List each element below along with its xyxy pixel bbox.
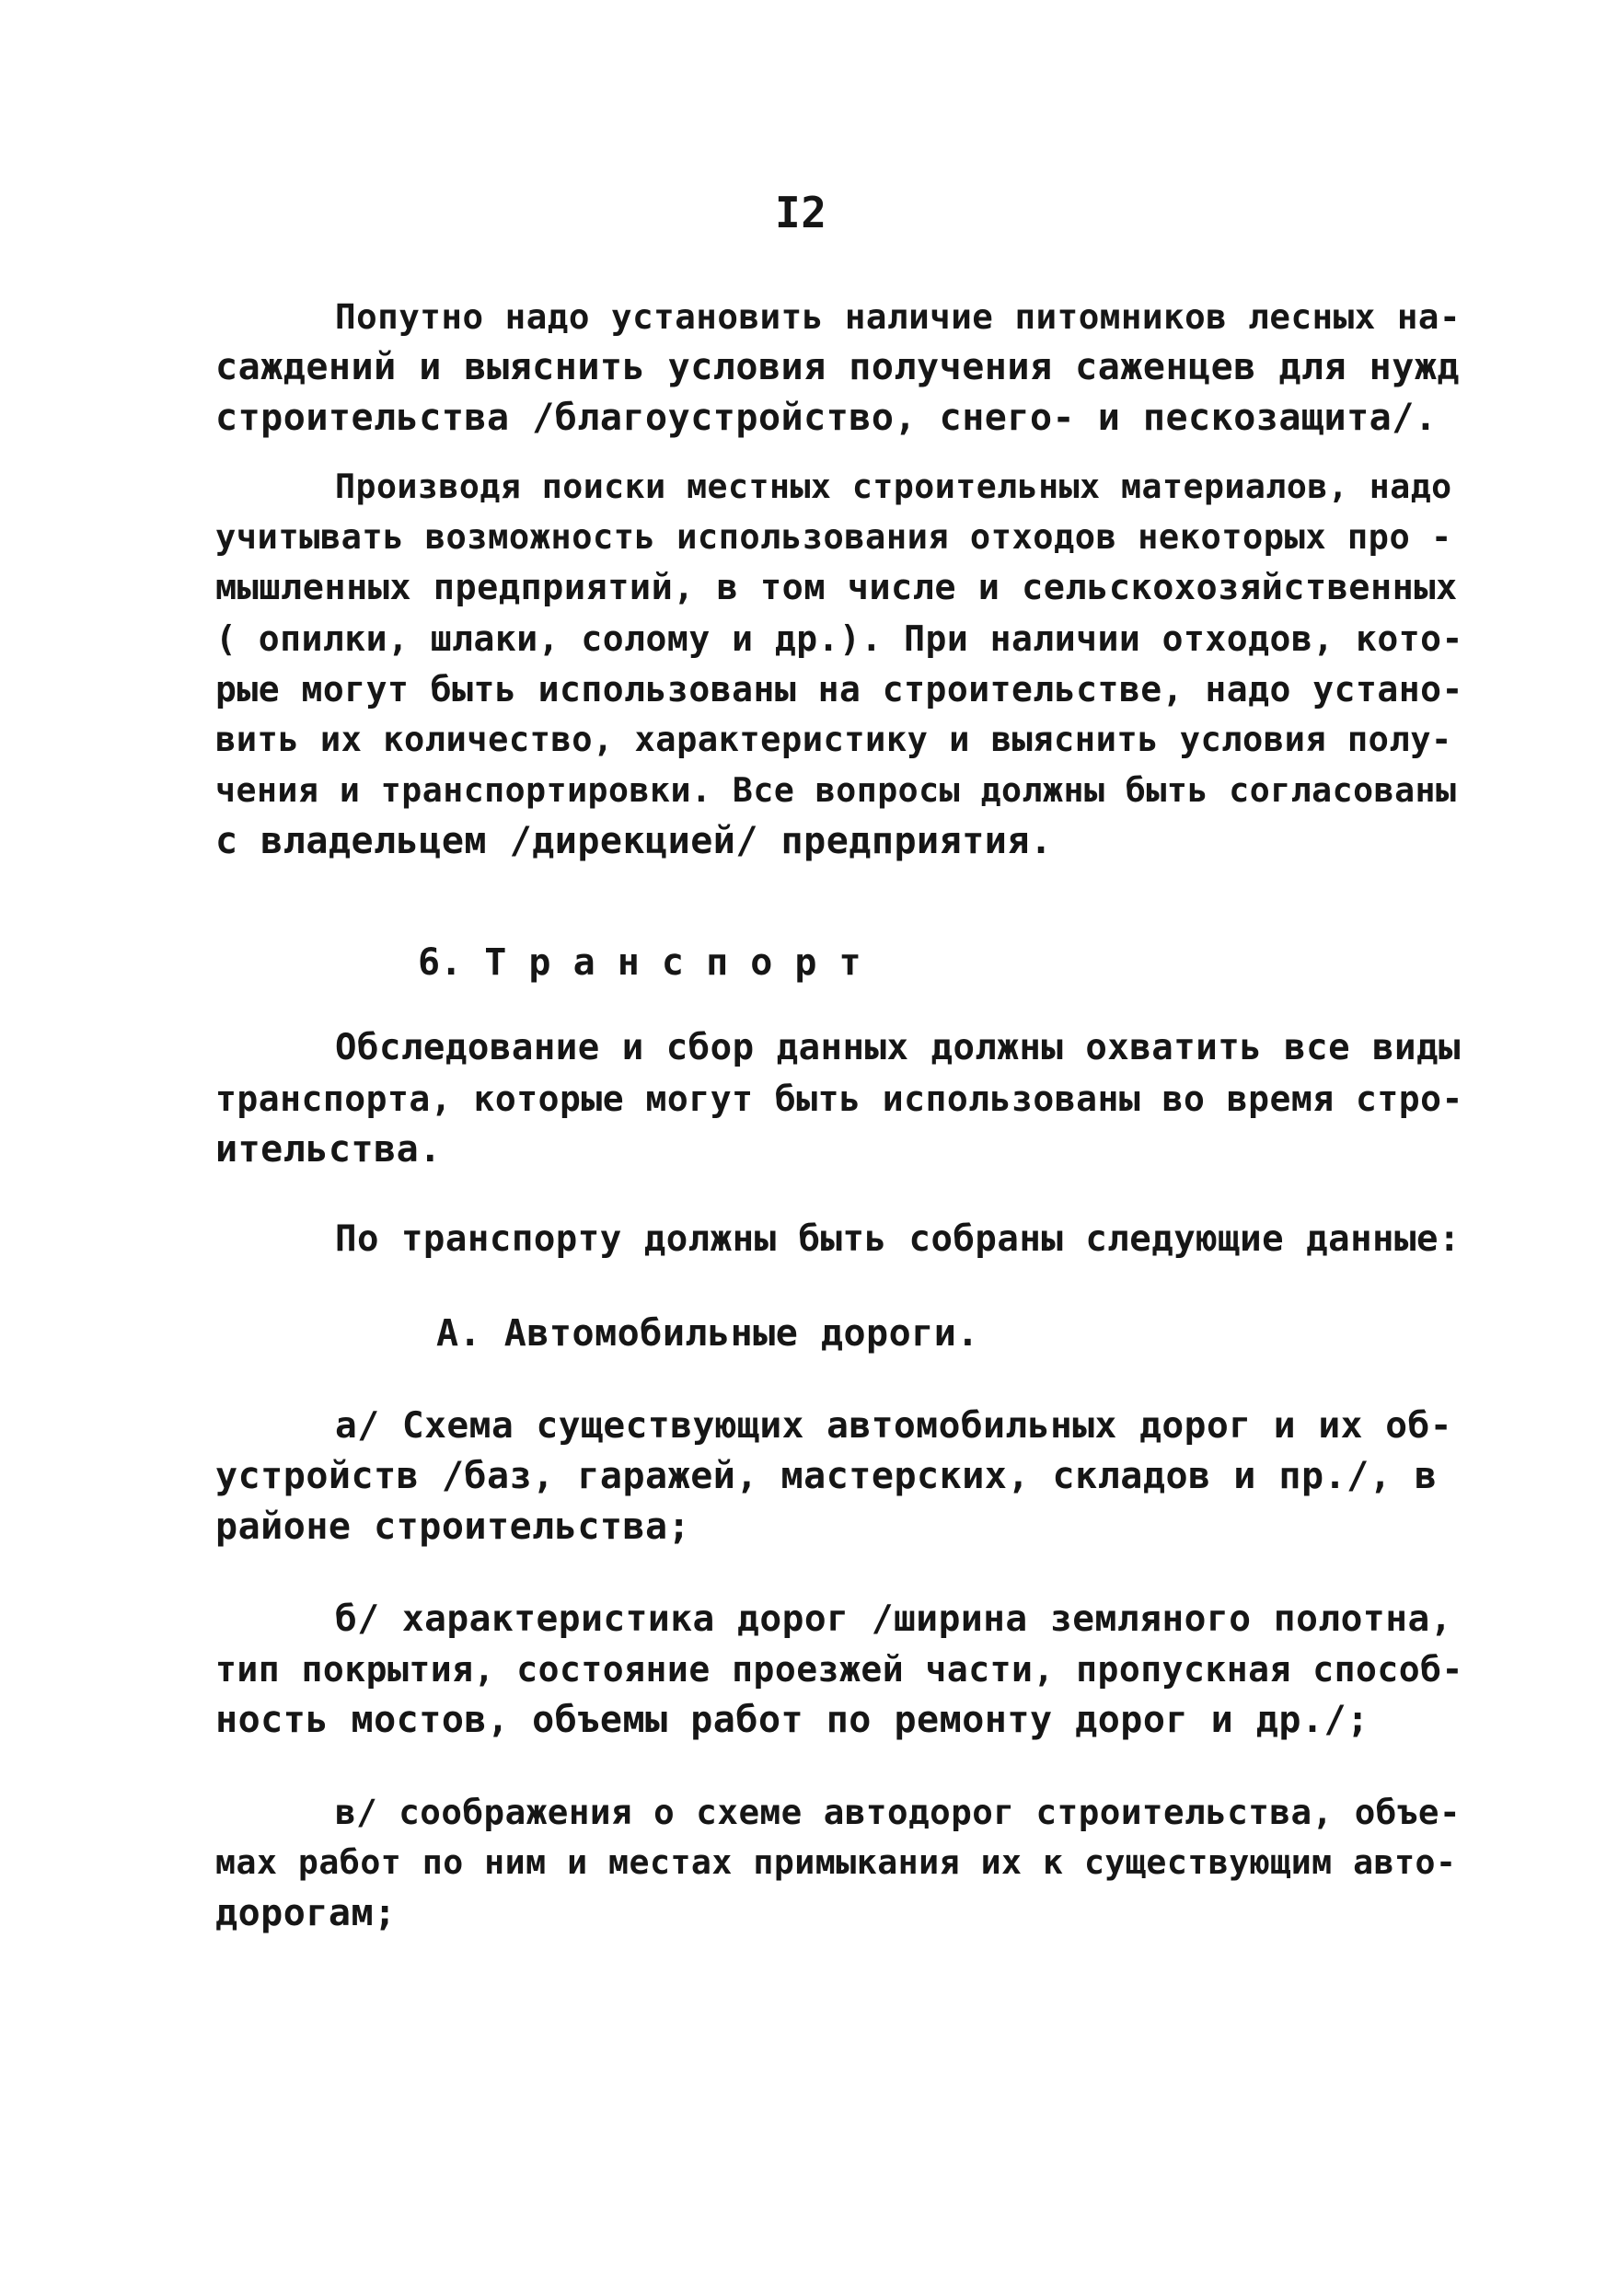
paragraph-1-line-2: саждений и выяснить условия получения саженцев для нужд: [215, 346, 1461, 388]
item-a-line-3: районе строительства;: [215, 1506, 691, 1548]
section-heading: 6. Т р а н с п о р т: [418, 941, 861, 984]
paragraph-2-line-2: учитывать возможность использования отходов некоторых про -: [215, 517, 1452, 557]
item-a-line-1: а/ Схема существующих автомобильных дорог и их об-: [335, 1404, 1453, 1447]
item-b-line-3: ность мостов, объемы работ по ремонту дорог и др./;: [215, 1699, 1370, 1741]
paragraph-2-line-6: вить их количество, характеристику и выяснить условия полу-: [215, 720, 1452, 759]
item-c-line-2: мах работ по ним и местах примыкания их к существующим авто-: [215, 1842, 1457, 1882]
paragraph-3-line-2: транспорта, которые могут быть использованы во время стро-: [215, 1079, 1463, 1119]
paragraph-2-line-7: чения и транспортировки. Все вопросы должны быть согласованы: [215, 770, 1457, 810]
paragraph-2-line-1: Производя поиски местных строительных материалов, надо: [335, 467, 1452, 506]
item-c-line-1: в/ соображения о схеме автодорог строительства, объе-: [335, 1792, 1462, 1832]
item-b-line-2: тип покрытия, состояние проезжей части, пропускная способ-: [215, 1649, 1463, 1690]
page-number: I2: [775, 188, 827, 237]
paragraph-4: По транспорту должны быть собраны следующие данные:: [335, 1218, 1461, 1260]
paragraph-3-line-1: Обследование и сбор данных должны охватить все виды: [335, 1027, 1461, 1068]
paragraph-2-line-5: рые могут быть использованы на строительстве, надо устано-: [215, 669, 1463, 710]
subheading-roads: А. Автомобильные дороги.: [436, 1312, 979, 1355]
item-a-line-2: устройств /баз, гаражей, мастерских, складов и пр./, в: [215, 1455, 1438, 1497]
item-c-line-3: дорогам;: [215, 1892, 397, 1934]
paragraph-1-line-1: Попутно надо установить наличие питомников лесных на-: [335, 296, 1462, 337]
paragraph-2-line-3: мышленных предприятий, в том числе и сельскохозяйственных: [215, 567, 1458, 608]
item-b-line-1: б/ характеристика дорог /ширина земляного полотна,: [335, 1598, 1453, 1640]
paragraph-2-line-8: с владельцем /дирекцией/ предприятия.: [215, 820, 1053, 862]
paragraph-3-line-3: ительства.: [215, 1128, 442, 1171]
paragraph-1-line-3: строительства /благоустройство, снего- и пескозащита/.: [215, 397, 1438, 439]
paragraph-2-line-4: ( опилки, шлаки, солому и др.). При наличии отходов, кото-: [215, 618, 1463, 659]
